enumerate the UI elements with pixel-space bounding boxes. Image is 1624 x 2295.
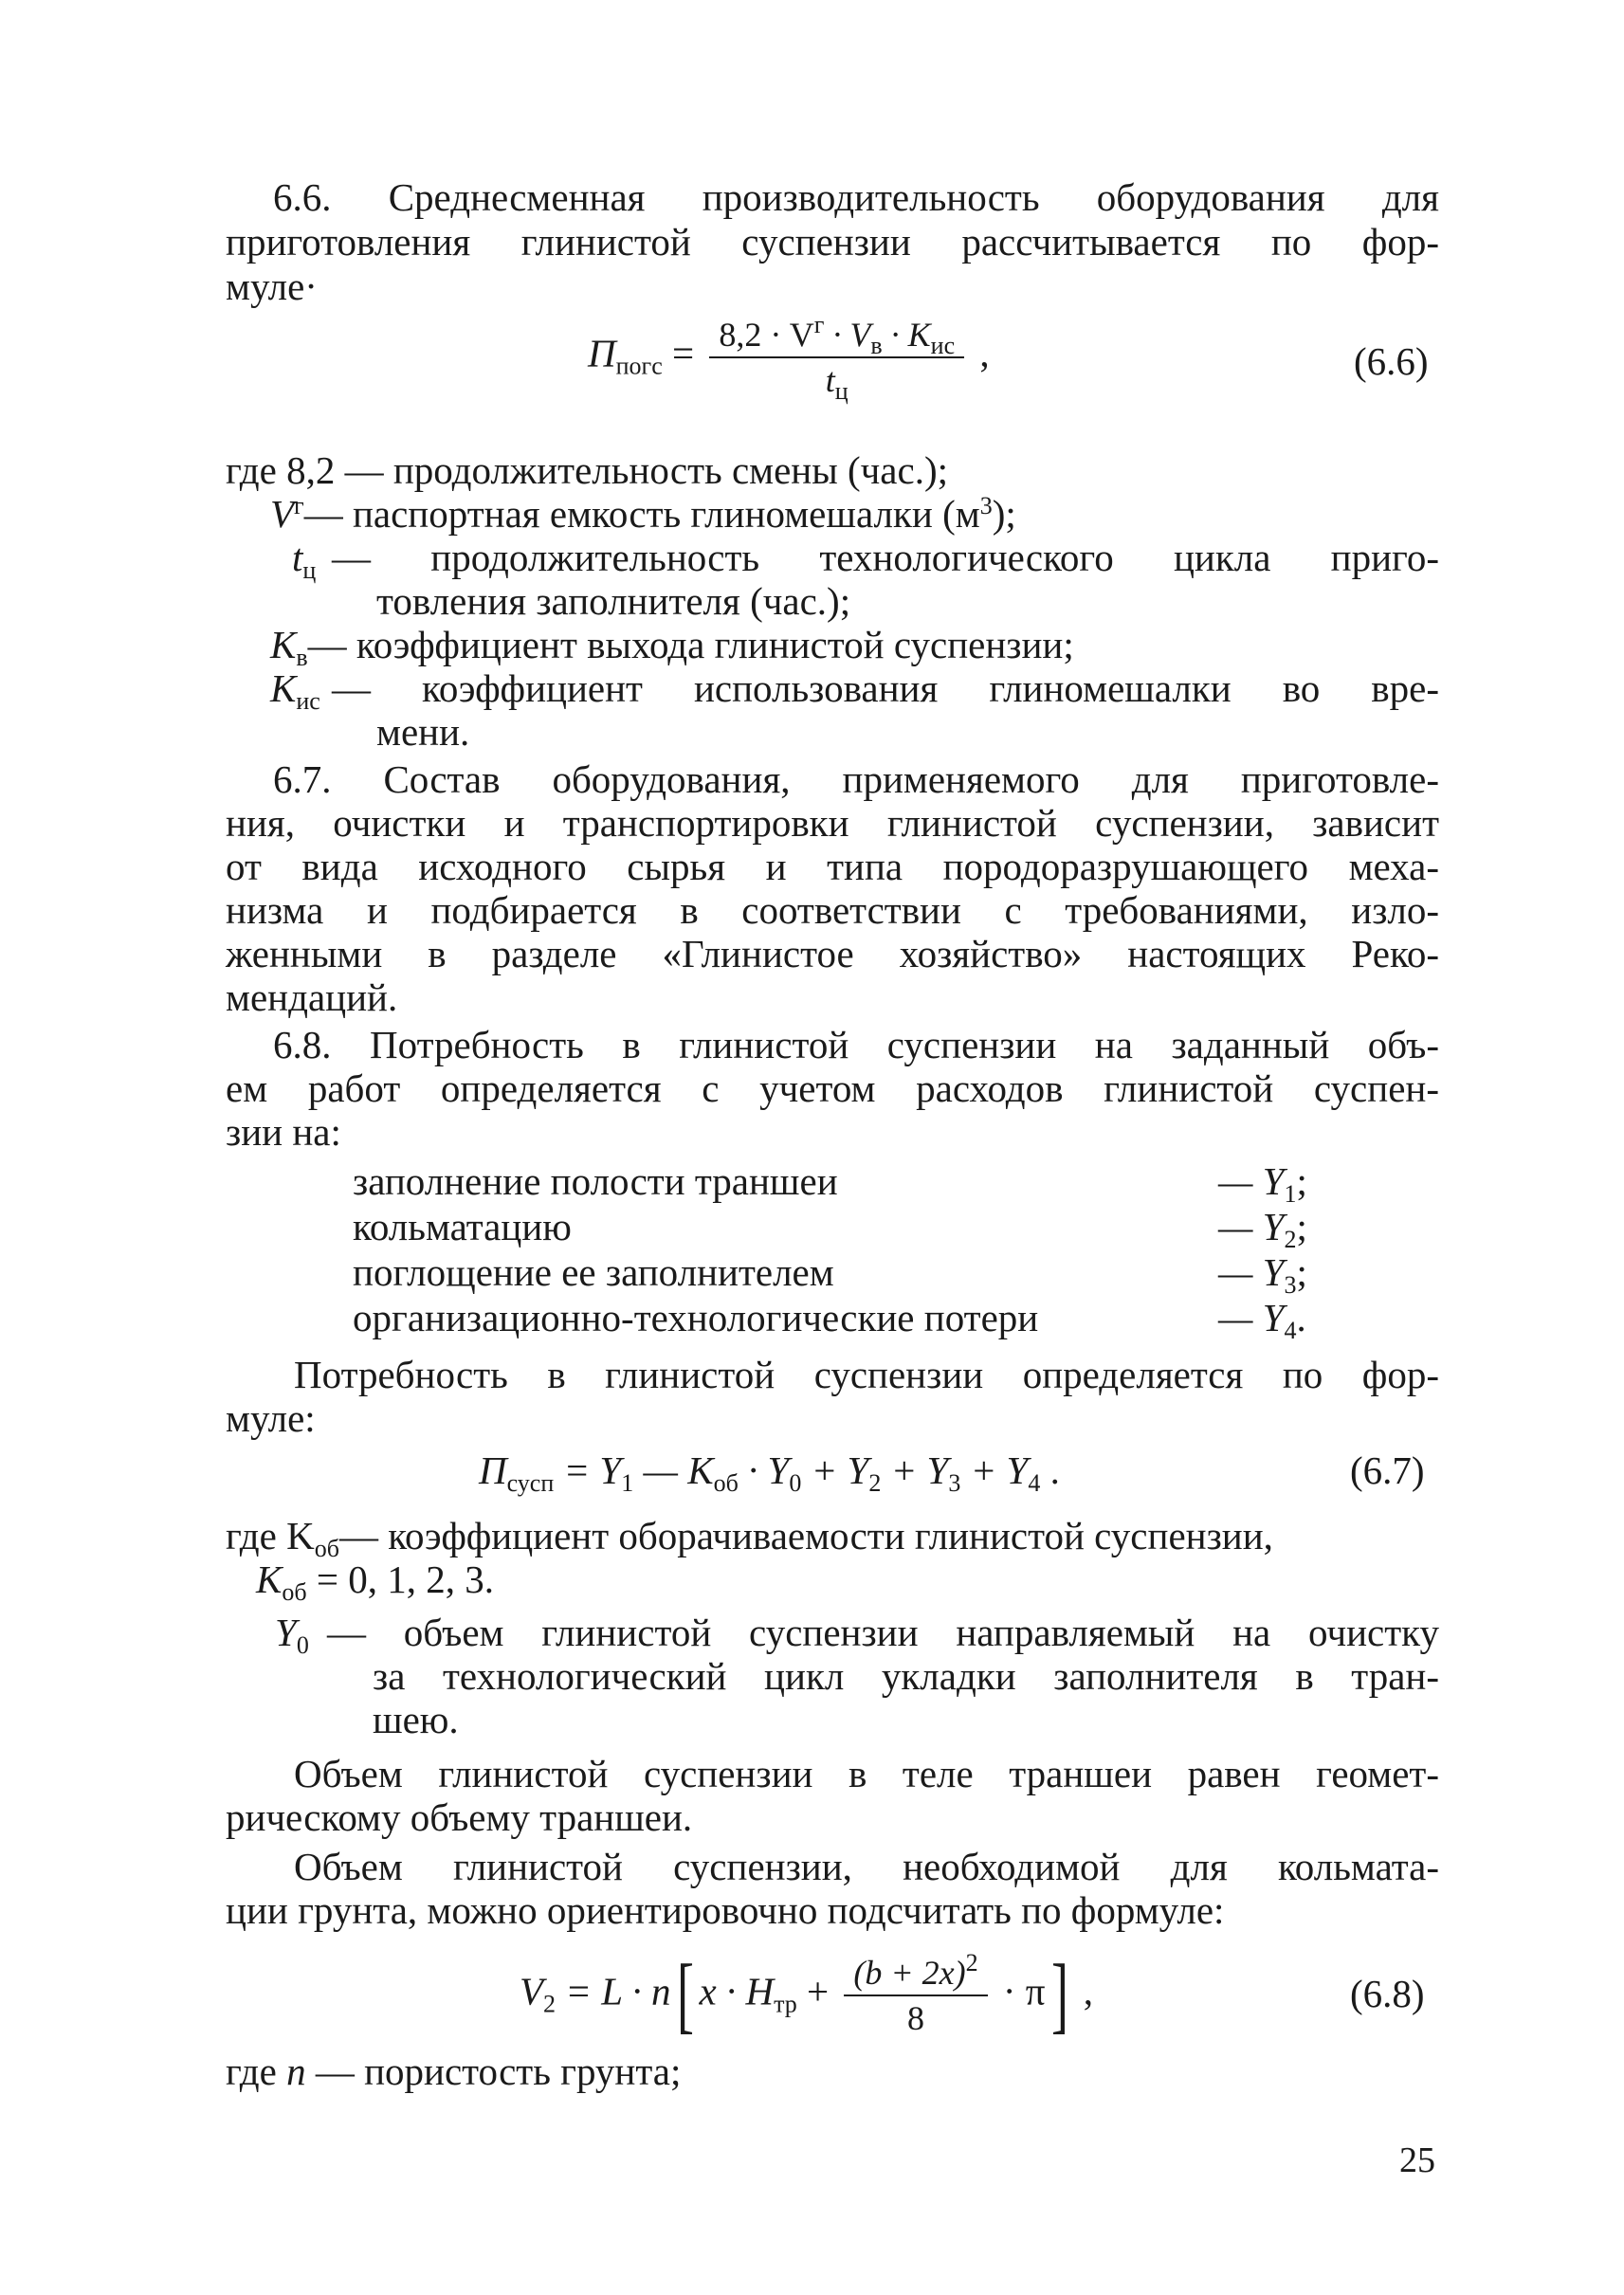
loss-item-end: ;	[1296, 1250, 1307, 1294]
def68-1-sym: n	[286, 2049, 306, 2093]
f68-comma: ,	[1073, 1969, 1093, 2013]
loss-item-label: поглощение ее заполнителем	[353, 1250, 834, 1294]
f67-f: + Y	[960, 1448, 1029, 1492]
def66-3-line1: — продолжительность технологического цикла приго-	[332, 536, 1439, 579]
equation-number-6-6: (6.6)	[1354, 339, 1429, 383]
equation-number-6-8: (6.8)	[1350, 1972, 1425, 2015]
loss-item-end: .	[1296, 1296, 1306, 1339]
def66-2-unit-sup: 3	[979, 492, 993, 519]
f68-eq: = L · n	[556, 1969, 671, 2013]
def67-1-sub: об	[314, 1535, 339, 1562]
f67-e: + Y	[881, 1448, 949, 1492]
def66-4	[270, 623, 1074, 671]
f66-num-b-sub: в	[870, 332, 883, 359]
loss-item-sym: — Y	[1218, 1250, 1285, 1294]
p67-line4: низма и подбирается в соответствии с требованиями, изло-	[226, 888, 1439, 932]
def66-5-line2: мени.	[376, 710, 470, 754]
equation-number-6-7: (6.7)	[1350, 1448, 1425, 1492]
f66-num-b: · V	[824, 316, 871, 354]
f66-comma: ,	[970, 331, 990, 375]
f68-inner-a-sub: тр	[774, 1990, 797, 2018]
def67-2-sym	[275, 1611, 309, 1659]
loss-item-label: организационно-технологические потери	[353, 1296, 1039, 1339]
f66-lhs: П	[588, 331, 616, 375]
p68-line1: 6.8. Потребность в глинистой суспензии на заданный объ-	[273, 1023, 1439, 1066]
def66-5-line1: — коэффициент использования глиномешалки во вре-	[332, 666, 1439, 710]
f68-lhs-sub: 2	[543, 1990, 557, 2018]
page-number: 25	[1399, 2140, 1435, 2180]
loss-item-label: кольматацию	[353, 1205, 572, 1248]
def66-1-prefix: где 8,2	[226, 448, 336, 492]
def68-1	[226, 2049, 681, 2094]
def66-2-end: );	[992, 492, 1016, 536]
def67-2-sym-y: Y	[275, 1611, 297, 1654]
def66-3-sym	[292, 536, 317, 584]
def67-2-line2: за технологический цикл укладки заполнителя в тран-	[373, 1654, 1439, 1698]
def67-1-prefix: где K	[226, 1514, 315, 1557]
p-vol-line2: рическому объему траншеи.	[226, 1795, 693, 1839]
p67-line6: мендаций.	[226, 975, 398, 1019]
def67-1b-sub: об	[282, 1578, 307, 1606]
f67-e-sub: 3	[948, 1469, 961, 1497]
f66-den: t	[825, 361, 835, 399]
def66-5-sym	[270, 666, 320, 715]
def66-2-sym: V	[270, 492, 295, 536]
formula-6-7	[479, 1448, 1060, 1497]
right-bracket-icon: ]	[1050, 1948, 1068, 2042]
f67-end: .	[1040, 1448, 1060, 1492]
f66-num-c: · K	[882, 316, 931, 354]
loss-item-sub: 2	[1284, 1226, 1297, 1253]
def66-5-sym-k: K	[270, 666, 297, 710]
f68-num: (b + 2x)	[853, 1954, 966, 1992]
f68-fraction	[844, 1949, 987, 2038]
def66-1-text: — продолжительность смены (час.);	[335, 448, 948, 492]
def67-1b-sym: K	[256, 1557, 283, 1601]
f67-d-sub: 2	[868, 1469, 882, 1497]
f66-eq: =	[662, 331, 704, 375]
def66-2	[270, 492, 1016, 537]
f68-plus: +	[796, 1969, 839, 2013]
f66-denominator	[709, 358, 964, 405]
loss-item-symbol	[1218, 1159, 1307, 1208]
p-colm-line1: Объем глинистой суспензии, необходимой для кольмата-	[294, 1845, 1439, 1888]
p67-line1: 6.7. Состав оборудования, применяемого для приготовле-	[273, 757, 1439, 801]
f68-denominator: 8	[907, 1999, 925, 2037]
p68-line2: ем работ определяется с учетом расходов глинистой суспен-	[226, 1066, 1439, 1110]
formula-6-6	[588, 311, 990, 405]
f68-num-sup: 2	[965, 1949, 978, 1976]
p66-line2: приготовления глинистой суспензии рассчитывается по фор-	[226, 220, 1439, 264]
f66-numerator	[709, 311, 964, 359]
f67-lhs: П	[479, 1448, 507, 1492]
def68-1-prefix: где	[226, 2049, 287, 2093]
loss-item-sub: 3	[1284, 1271, 1297, 1299]
f68-lhs: V	[520, 1969, 544, 2013]
loss-item-symbol	[1218, 1205, 1307, 1253]
p-colm-line2: ции грунта, можно ориентировочно подсчитать по формуле:	[226, 1888, 1225, 1932]
def68-1-text: — пористость грунта;	[305, 2049, 682, 2093]
loss-item-symbol	[1218, 1296, 1306, 1344]
p66-line1: 6.6. Среднесменная производительность оборудования для	[273, 175, 1439, 219]
loss-item-label: заполнение полости траншеи	[353, 1159, 838, 1203]
loss-item-sub: 1	[1284, 1180, 1297, 1208]
p68-line3: зии на:	[226, 1110, 341, 1154]
f67-c: · Y	[738, 1448, 790, 1492]
def67-1b-text: = 0, 1, 2, 3.	[306, 1557, 494, 1601]
f66-den-sub: ц	[834, 377, 848, 405]
def66-3-line2: товления заполнителя (час.);	[376, 579, 851, 623]
def66-5-sub: ис	[296, 687, 320, 715]
def66-3-sym-t: t	[292, 536, 303, 579]
f66-lhs-sub: погс	[615, 352, 663, 380]
p67-line5: женными в разделе «Глинистое хозяйство» настоящих Реко-	[226, 932, 1439, 975]
def67-1b	[256, 1557, 494, 1606]
p-need-line1: Потребность в глинистой суспензии определяется по фор-	[294, 1353, 1439, 1396]
f67-lhs-sub: сусп	[506, 1469, 555, 1497]
f68-tail: · π	[993, 1969, 1046, 2013]
left-bracket-icon: [	[676, 1948, 694, 2042]
loss-item-sym: — Y	[1218, 1159, 1285, 1203]
f66-num-c-sub: ис	[930, 332, 956, 359]
f66-num-a-sup: г	[813, 311, 825, 338]
p67-line3: от вида исходного сырья и типа породоразрушающего меха-	[226, 845, 1439, 888]
loss-item-sym: — Y	[1218, 1296, 1285, 1339]
f67-a-sub: 1	[621, 1469, 634, 1497]
def66-4-text: — коэффициент выхода глинистой суспензии;	[307, 623, 1074, 666]
loss-item-sub: 4	[1284, 1317, 1297, 1344]
p-vol-line1: Объем глинистой суспензии в теле траншеи равен геомет-	[294, 1752, 1439, 1795]
f67-b: — K	[633, 1448, 714, 1492]
def67-1	[226, 1514, 1273, 1562]
f66-num-a: 8,2 · V	[719, 316, 814, 354]
p66-line3: муле·	[226, 264, 318, 308]
f67-b-sub: об	[713, 1469, 739, 1497]
def66-4-sub: в	[296, 644, 308, 671]
loss-item-end: ;	[1296, 1159, 1307, 1203]
def67-2-line1: — объем глинистой суспензии направляемый на очистку	[327, 1611, 1439, 1654]
def66-2-sup: г	[294, 492, 304, 519]
f67-f-sub: 4	[1028, 1469, 1041, 1497]
def66-1	[226, 448, 948, 493]
f67-d: + Y	[801, 1448, 869, 1492]
f68-numerator	[844, 1949, 987, 1996]
f66-fraction	[709, 311, 964, 405]
f67-a: = Y	[554, 1448, 622, 1492]
f68-inner-a: x · H	[699, 1969, 775, 2013]
def66-4-sym: K	[270, 623, 297, 666]
loss-item-symbol	[1218, 1250, 1307, 1299]
loss-item-sym: — Y	[1218, 1205, 1285, 1248]
f67-c-sub: 0	[789, 1469, 802, 1497]
def66-2-text: — паспортная емкость глиномешалки (м	[303, 492, 980, 536]
p-need-line2: муле:	[226, 1396, 316, 1440]
def67-2-line3: шею.	[373, 1698, 459, 1741]
def66-3-sub: ц	[302, 556, 317, 584]
loss-item-end: ;	[1296, 1205, 1307, 1248]
p67-line2: ния, очистки и транспортировки глинистой суспензии, зависит	[226, 801, 1439, 845]
def67-1-text: — коэффициент оборачиваемости глинистой суспензии,	[338, 1514, 1273, 1557]
formula-6-8	[520, 1948, 1093, 2042]
def67-2-sub: 0	[296, 1631, 309, 1659]
